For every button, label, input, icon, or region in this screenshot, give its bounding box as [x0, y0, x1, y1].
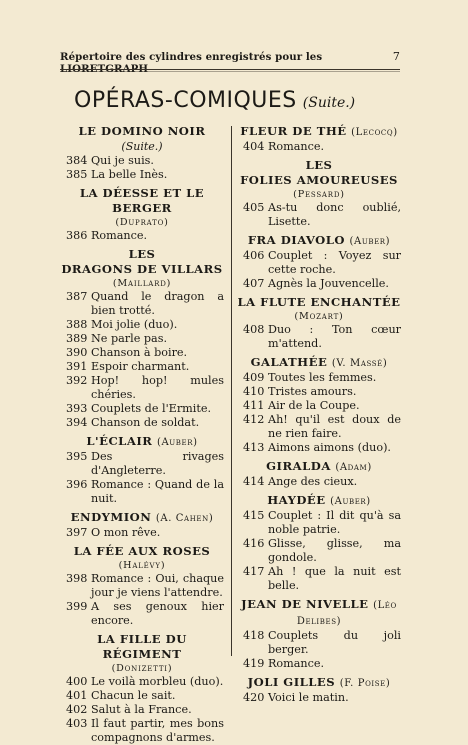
list-item: 407 Agnès la Jouvencelle. [243, 277, 389, 290]
opera-title: GIRALDA (Adam) [266, 459, 372, 473]
list-item: 401 Chacun le sait. [66, 689, 176, 702]
opera-title: GALATHÉE (V. Massé) [250, 355, 388, 369]
opera-title: LA FILLE DU RÉGIMENT [97, 632, 187, 661]
list-item: 406 Couplet : Voyez sur cette roche. [243, 249, 401, 276]
list-item: 414 Ange des cieux. [243, 475, 358, 488]
opera-title: DRAGONS DE VILLARS [61, 262, 223, 276]
opera-title: LA FÉE AUX ROSES [73, 544, 211, 558]
list-item: 387 Quand le dragon a bien trotté. [66, 290, 224, 317]
opera-title: LA DÉESSE ET LE BERGER [79, 186, 205, 215]
left-column [60, 124, 224, 745]
composer: (Halévy) [118, 560, 166, 571]
list-item: 405 As-tu donc oublié, Lisette. [243, 201, 401, 228]
header-text: Répertoire des cylindres enregistrés pour les LIORETGRAPH [60, 51, 323, 75]
list-item: 394 Chanson de soldat. [66, 416, 200, 429]
list-item: 412 Ah! qu'il est doux de ne rien faire. [243, 413, 401, 440]
list-item: 419 Romance. [243, 657, 325, 670]
composer: (Duprato) [115, 217, 169, 228]
list-item: 385 La belle Inès. [66, 168, 168, 181]
list-item: 384 Qui je suis. [66, 154, 154, 167]
list-item: 403 Il faut partir, mes bons compagnons d'armes. [66, 717, 224, 744]
opera-title: LA FLUTE ENCHANTÉE [237, 295, 401, 309]
right-column [237, 124, 401, 705]
opera-title: L'ÉCLAIR (Auber) [86, 434, 198, 448]
list-item: 413 Aimons aimons (duo). [243, 441, 391, 454]
list-item: 395 Des rivages d'Angleterre. [66, 450, 224, 477]
composer: (Mozart) [294, 311, 344, 322]
section-title [74, 88, 355, 113]
composer: (Donizetti) [111, 663, 173, 674]
composer: (Pessard) [293, 189, 345, 200]
column-divider [231, 126, 232, 656]
list-item: 400 Le voilà morbleu (duo). [66, 675, 224, 688]
header-rule [60, 69, 400, 70]
opera-title: JEAN DE NIVELLE (Léo Delibes) [241, 597, 397, 627]
list-item: 402 Salut à la France. [66, 703, 192, 716]
list-item: 420 Voici le matin. [243, 691, 349, 704]
composer: (Maillard) [112, 278, 172, 289]
list-item: 418 Couplets du joli berger. [243, 629, 401, 656]
opera-title: HAYDÉE (Auber) [267, 493, 371, 507]
list-item: 410 Tristes amours. [243, 385, 357, 398]
opera-title: FOLIES AMOUREUSES [240, 173, 398, 187]
list-item: 409 Toutes les femmes. [243, 371, 377, 384]
list-item: 411 Air de la Coupe. [243, 399, 360, 412]
list-item: 404 Romance. [243, 140, 325, 153]
list-item: 415 Couplet : Il dit qu'à sa noble patrie. [243, 509, 401, 536]
list-item: 386 Romance. [66, 229, 148, 242]
list-item: 417 Ah ! que la nuit est belle. [243, 565, 401, 592]
page-number: 7 [392, 50, 400, 63]
list-item: 398 Romance : Oui, chaque jour je viens l'attendre. [66, 572, 224, 599]
section-title-main: OPÉRAS-COMIQUES [74, 88, 297, 113]
section-title-suite: (Suite.) [302, 95, 356, 111]
list-item: 389 Ne parle pas. [66, 332, 168, 345]
list-item: 391 Espoir charmant. [66, 360, 190, 373]
list-item: 388 Moi jolie (duo). [66, 318, 178, 331]
list-item: 416 Glisse, glisse, ma gondole. [243, 537, 401, 564]
opera-title: JOLI GILLES (F. Poise) [247, 675, 391, 689]
list-item: 393 Couplets de l'Ermite. [66, 402, 212, 415]
opera-title: LES [128, 247, 156, 261]
list-item: 408 Duo : Ton cœur m'attend. [243, 323, 401, 350]
opera-title: LES [305, 158, 333, 172]
list-item: 396 Romance : Quand de la nuit. [66, 478, 224, 505]
header-rule-thin [60, 71, 400, 72]
opera-title: ENDYMION (A. Cahen) [70, 510, 214, 524]
list-item: 399 A ses genoux hier encore. [66, 600, 224, 627]
opera-title: LE DOMINO NOIR (Suite.) [78, 124, 206, 153]
list-item: 392 Hop! hop! mules chéries. [66, 374, 224, 401]
list-item: 397 O mon rêve. [66, 526, 161, 539]
opera-title: FRA DIAVOLO (Auber) [247, 233, 391, 247]
opera-title: FLEUR DE THÉ (Lecocq) [240, 124, 398, 138]
list-item: 390 Chanson à boire. [66, 346, 188, 359]
